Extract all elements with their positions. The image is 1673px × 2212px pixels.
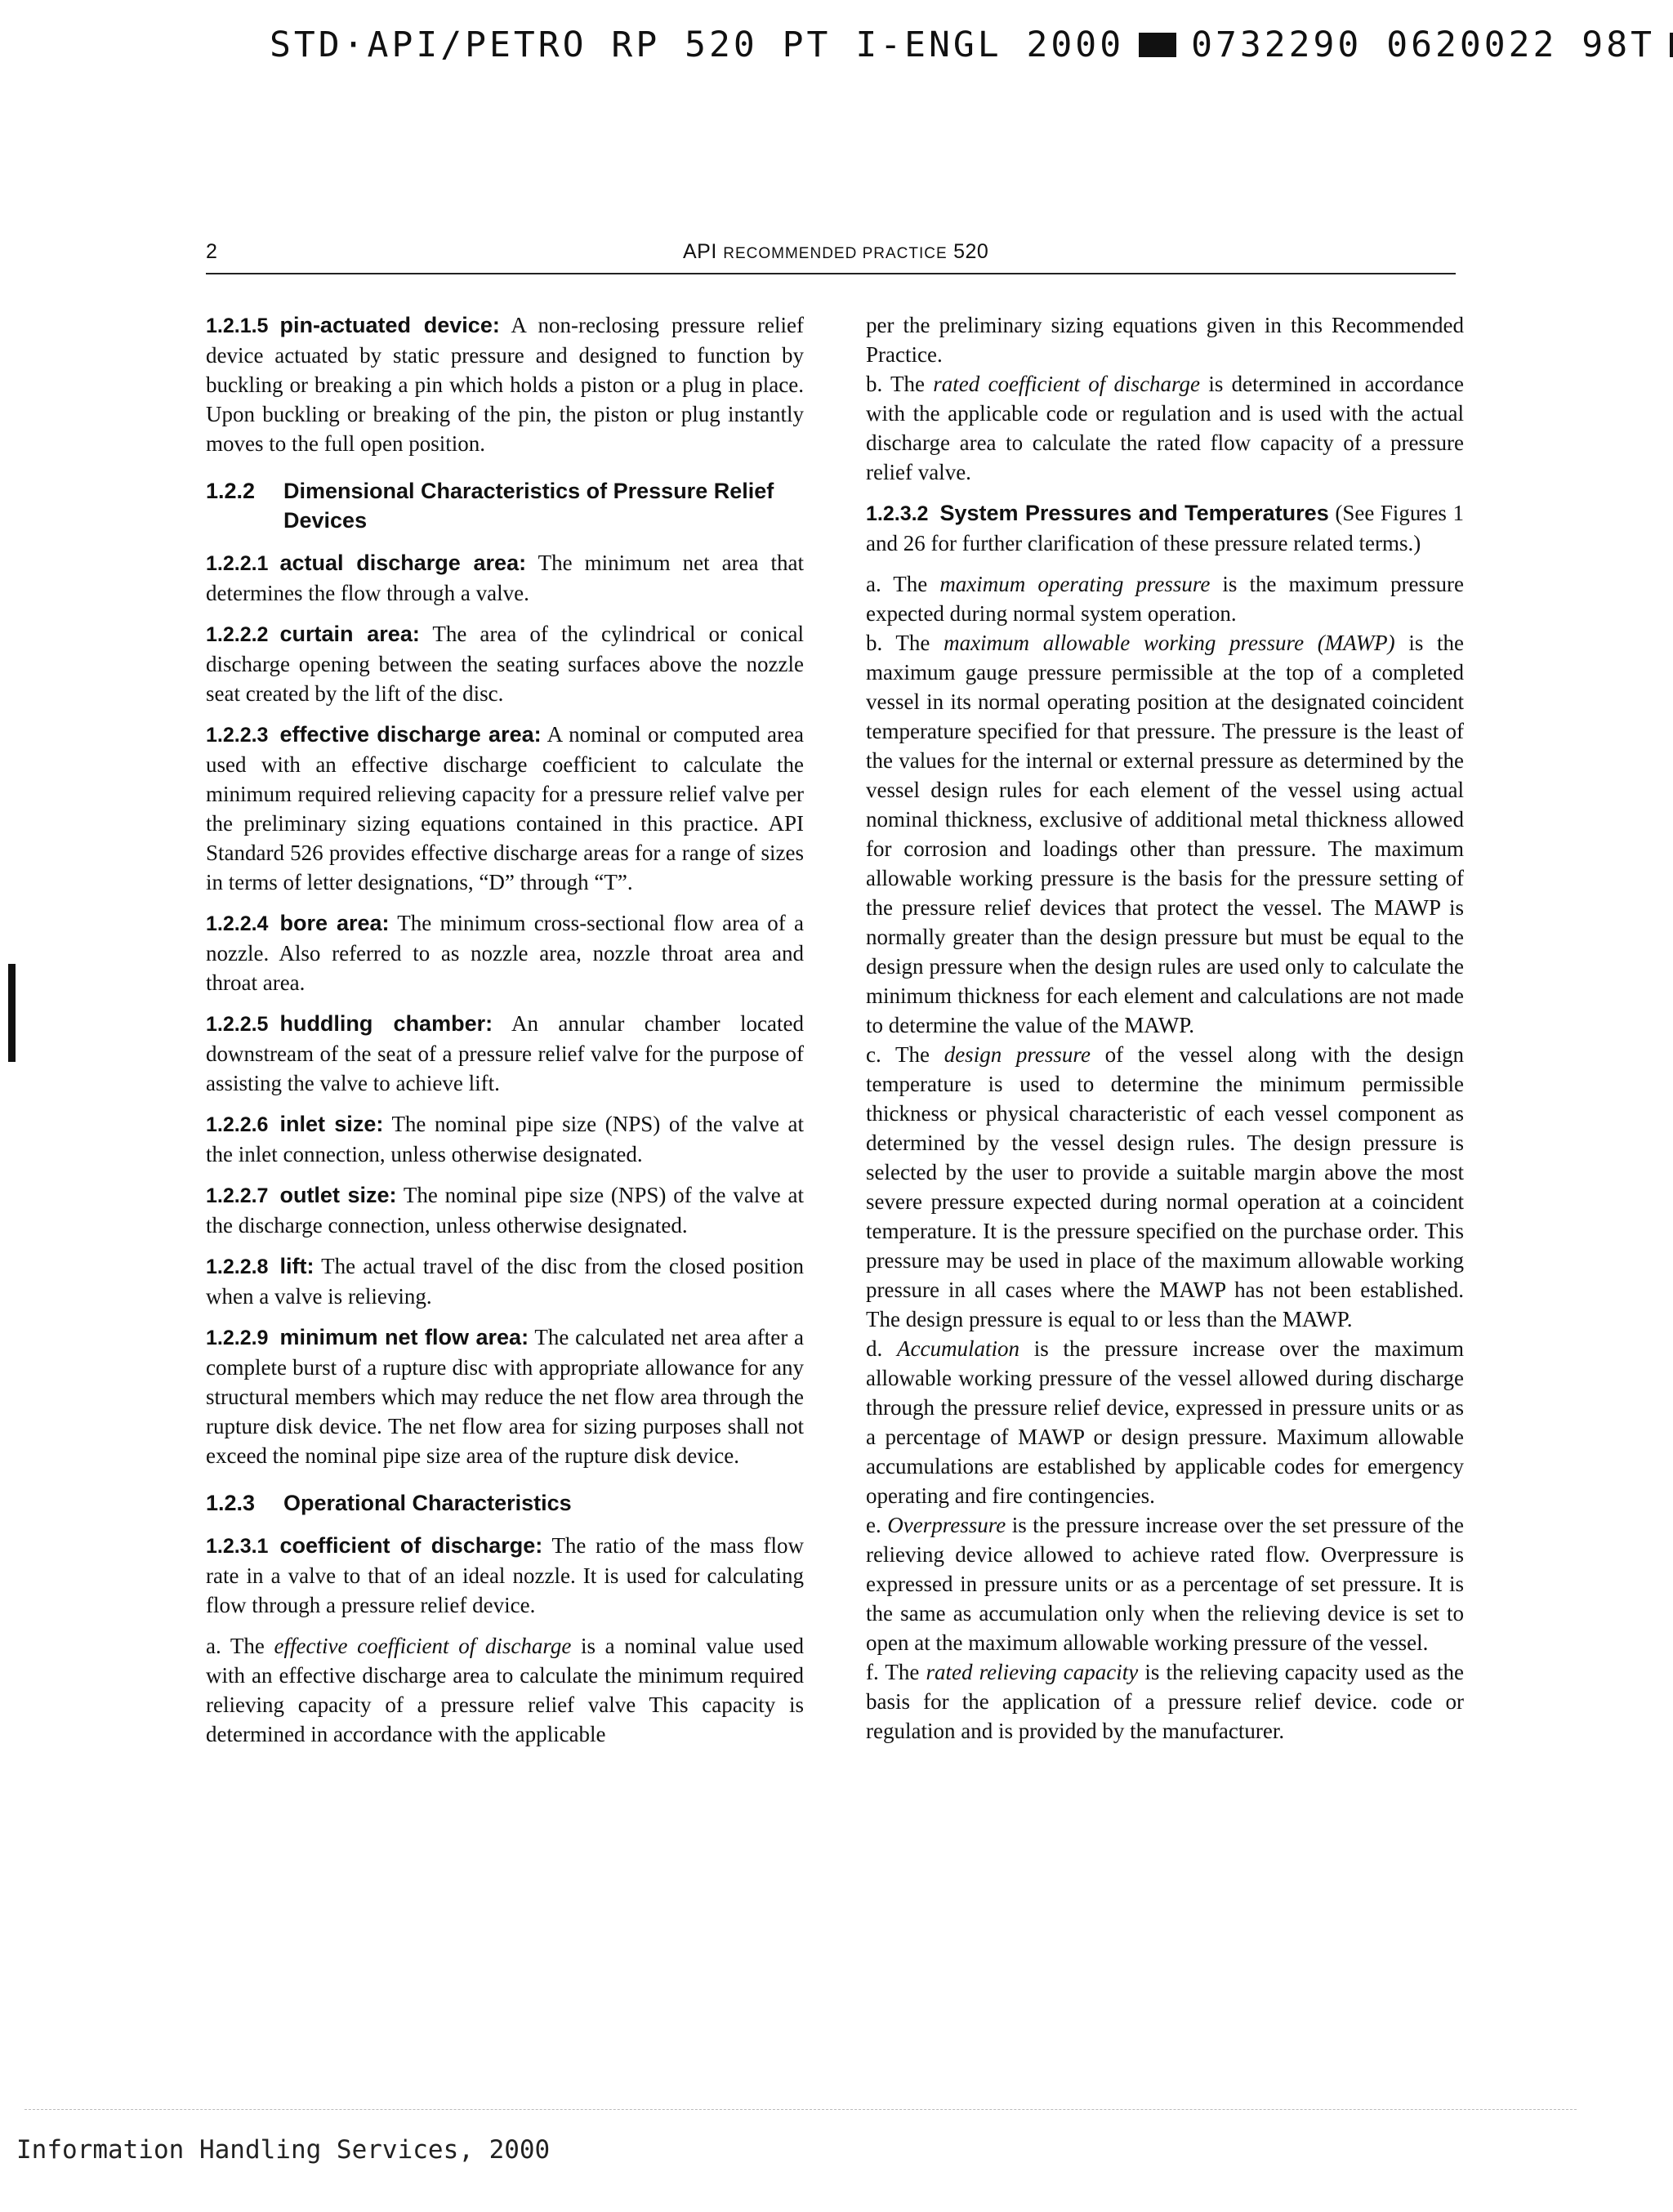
running-head-api: API [683,240,717,263]
list-item-e-overpressure: e. Overpressure is the pressure increase over the set pressure of the relieving device allowed to achieve rated flow. Overpressure is expressed in pressure units or as a percentage of set pressure. It is the same as accumulation only when the relieving device is set to open at the maximum allowable working pressure of the vessel. [866,1513,1464,1655]
section-heading-1-2-2: 1.2.2 Dimensional Characteristics of Pressure Relief Devices [206,479,774,533]
left-column [206,310,804,1760]
change-bar [8,964,16,1062]
list-item-f-rated-relieving-capacity: f. The rated relieving capacity is the relieving capacity used as the basis for the application of a pressure relief device. code or regulation and is provided by the manufacturer. [866,1660,1465,1743]
definition-1-2-2-3: 1.2.2.3 effective discharge area: A nominal or computed area used with an effective discharge coefficient to calculate the minimum required relieving capacity for a pressure relief valve per the preliminary sizing equations contained in this practice. API Standard 526 provides effective discharge areas for a range of sizes in terms of letter designations, “D” through “T”. [206,722,805,894]
running-head-number: 520 [953,240,989,263]
footer-scan-marks [25,2109,1577,2110]
definition-1-2-2-1: 1.2.2.1 actual discharge area: The minimum net area that determines the flow through a valve. [206,551,804,605]
definition-1-2-2-8: 1.2.2.8 lift: The actual travel of the disc from the closed position when a valve is relieving. [206,1254,804,1309]
list-item-a-max-operating-pressure: a. The maximum operating pressure is the maximum pressure expected during normal system operation. [866,572,1464,626]
definition-1-2-2-9: 1.2.2.9 minimum net flow area: The calculated net area after a complete burst of a rupture disc with appropriate allowance for any structural members which may reduce the net flow area through the rupture disk device. The net flow area for sizing purposes shall not exceed the nominal pipe size area of the rupture disk device. [206,1325,805,1468]
header-rule [206,273,1456,274]
document-stamp [270,25,1673,65]
right-column [866,310,1464,1757]
list-item-b-mawp: b. The maximum allowable working pressure (MAWP) is the maximum gauge pressure permissible at the top of a completed vessel in its normal operating position at the designated coincident temperature specified for that pressure. The pressure is the least of the values for the internal or external pressure as determined by the vessel design rules for each element of the vessel using actual nominal thickness, exclusive of additional metal thickness allowed for corrosion and loadings other than pressure. The maximum allowable working pressure is the basis for the pressure setting of the pressure relief devices that protect the vessel. The MAWP is normally greater than the design pressure but must be equal to the design pressure when the design rules are used only to calculate the minimum thickness for each element and calculations are not made to determine the value of the MAWP. [866,631,1465,1037]
definition-1-2-3-2: 1.2.3.2 System Pressures and Temperatures (See Figures 1 and 26 for further clarification of these pressure related terms.) [866,501,1464,555]
footer-source: Information Handling Services, 2000 [16,2135,551,2165]
list-item-b-rated-coefficient: b. The rated coefficient of discharge is determined in accordance with the applicable code or regulation and is used with the actual discharge area to calculate the rated flow capacity of a pressure relief valve. [866,372,1465,484]
stamp-block-mark [1139,33,1176,57]
definition-1-2-3-1: 1.2.3.1 coefficient of discharge: The ratio of the mass flow rate in a valve to that of an ideal nozzle. It is used for calculating flow through a pressure relief device. [206,1533,805,1617]
running-head-title: RECOMMENDED PRACTICE [723,245,948,262]
definition-1-2-2-5: 1.2.2.5 huddling chamber: An annular chamber located downstream of the seat of a pressure relief valve for the purpose of assisting the valve to achieve lift. [206,1011,805,1095]
page-number: 2 [206,240,217,263]
definition-1-2-2-6: 1.2.2.6 inlet size: The nominal pipe size (NPS) of the valve at the inlet connection, unless otherwise designated. [206,1112,805,1166]
stamp-left-text: STD·API/PETRO RP 520 PT I-ENGL 2000 [270,25,1125,65]
definition-1-2-2-7: 1.2.2.7 outlet size: The nominal pipe size (NPS) of the valve at the discharge connection, unless otherwise designated. [206,1183,805,1238]
running-head [683,240,988,264]
stamp-right-text: 0732290 0620022 98T [1191,25,1655,65]
definition-1-2-2-2: 1.2.2.2 curtain area: The area of the cylindrical or conical discharge opening between the seating surfaces above the nozzle seat created by the lift of the disc. [206,622,805,706]
definition-1-2-1-5: 1.2.1.5 pin-actuated device: A non-reclosing pressure relief device actuated by static pressure and designed to function by buckling or breaking a pin which holds a piston or a plug in place. Upon buckling or breaking of the pin, the piston or plug instantly moves to the full open position. [206,313,805,456]
continued-paragraph: per the preliminary sizing equations given in this Recommended Practice. [866,313,1464,367]
stamp-block-mark-end [1670,33,1673,57]
section-heading-1-2-3: 1.2.3 Operational Characteristics [206,1491,572,1515]
definition-1-2-2-4: 1.2.2.4 bore area: The minimum cross-sectional flow area of a nozzle. Also referred to as nozzle area, nozzle throat area and throat area. [206,911,804,995]
list-item-c-design-pressure: c. The design pressure of the vessel along with the design temperature is used to determine the minimum permissible thickness or physical characteristic of each vessel component as determined by the vessel design rules. The design pressure is selected by the user to provide a suitable margin above the most severe pressure expected during normal operation at a coincident temperature. It is the pressure specified on the purchase order. This pressure may be used in place of the maximum allowable working pressure in all cases where the MAWP has not been established. The design pressure is equal to or less than the MAWP. [866,1042,1464,1331]
list-item-a-effective-coefficient: a. The effective coefficient of discharge is a nominal value used with an effective discharge area to calculate the minimum required relieving capacity of a pressure relief valve This capacity is determined in accordance with the applicable [206,1634,805,1746]
list-item-d-accumulation: d. Accumulation is the pressure increase over the maximum allowable working pressure of the vessel allowed during discharge through the pressure relief device, expressed in pressure units or as a percentage of MAWP or design pressure. Maximum allowable accumulations are established by applicable codes for emergency operating and fire contingencies. [866,1336,1465,1508]
